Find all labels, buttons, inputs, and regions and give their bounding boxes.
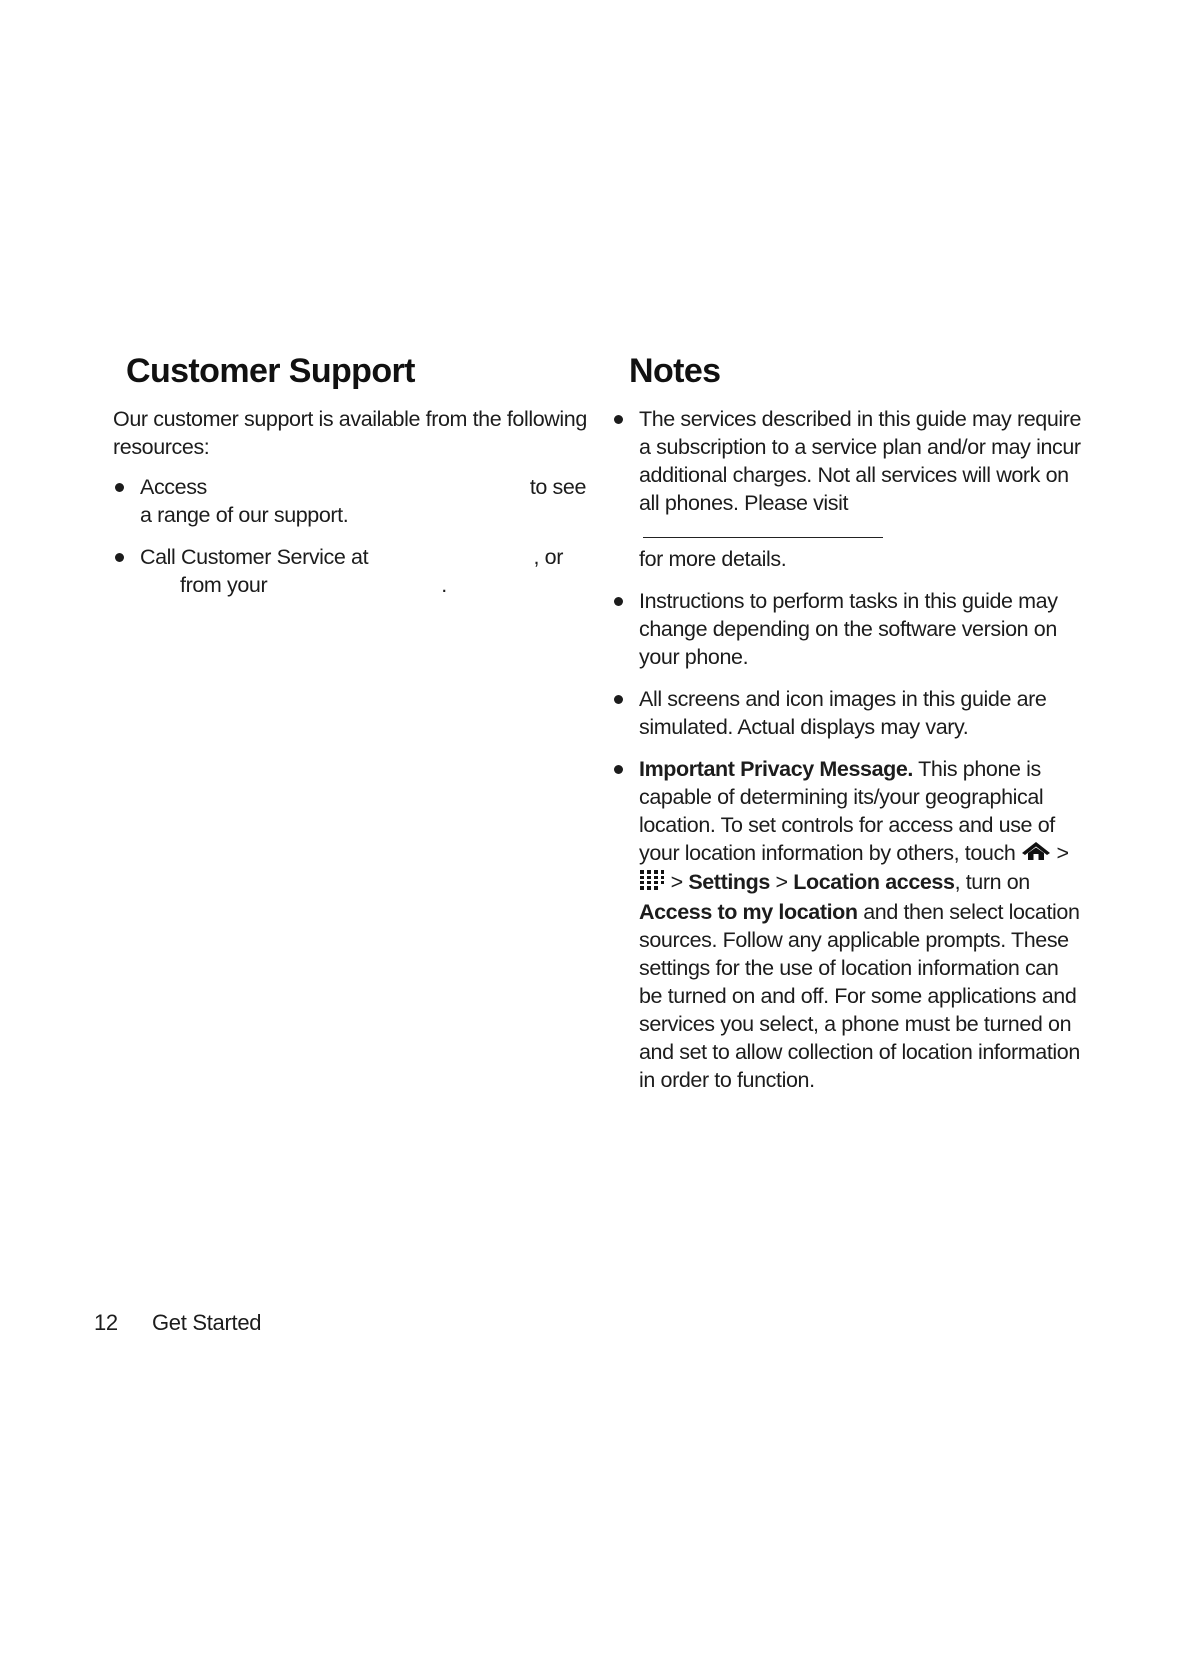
note-item-screens: [612, 685, 1087, 741]
note-text: This phone is capable of determining its/your geographical location. To set controls for access and use of your location information by others, touch: [639, 757, 1055, 865]
note-text: Instructions to perform tasks in this guide may change depending on the software version on your phone.: [639, 589, 1058, 669]
support-item-lead: Call Customer Service at: [140, 545, 369, 569]
location-access-label: Location access: [793, 870, 955, 895]
support-item-period: .: [441, 573, 447, 597]
settings-label: Settings: [688, 870, 770, 895]
bullet-icon: [614, 597, 623, 606]
customer-support-intro: Our customer support is available from the following resources:: [113, 407, 587, 459]
page-number: 12: [94, 1310, 118, 1335]
bullet-icon: [614, 765, 623, 774]
support-item-access: [113, 473, 588, 529]
note-item-instructions: [612, 587, 1087, 671]
note-text: >: [769, 870, 794, 895]
customer-support-section: [113, 352, 588, 599]
support-item-call: [113, 543, 588, 599]
note-text: All screens and icon images in this guide are simulated. Actual displays may vary.: [639, 687, 1047, 739]
access-my-location-label: Access to my location: [639, 900, 858, 925]
note-item-privacy: [612, 755, 1087, 1094]
blank-url-line: [643, 519, 883, 538]
apps-grid-icon: [639, 869, 665, 898]
support-resource-list: [113, 473, 588, 599]
note-text: The services described in this guide may require a subscription to a service plan and/or may incur additional charges. Not all services will work on all phones. Please visit: [639, 407, 1082, 515]
customer-support-heading: Customer Support: [126, 352, 415, 390]
notes-section: [612, 352, 1087, 1094]
support-item-trail: to see: [529, 475, 586, 499]
support-item-lead: Access: [140, 475, 207, 499]
note-text: , turn on: [954, 870, 1030, 895]
support-item-continuation: a range of our support.: [140, 503, 349, 527]
note-text: and then select location sources. Follow any applicable prompts. These settings for the use of location information can be turned on and off. For some applications and services you select, a phone must be turned on and set to allow collection of location information in order to function.: [639, 900, 1080, 1093]
bullet-icon: [614, 415, 623, 424]
support-item-trail: , or: [533, 545, 563, 569]
support-item-continuation: from your: [180, 573, 268, 597]
bullet-icon: [115, 483, 124, 492]
privacy-message-title: Important Privacy Message.: [639, 757, 913, 781]
home-icon: [1021, 840, 1051, 868]
bullet-icon: [614, 695, 623, 704]
page-footer: [94, 1310, 261, 1336]
note-text: >: [665, 870, 689, 895]
notes-list: [612, 405, 1087, 1094]
note-text-tail: for more details.: [639, 547, 787, 571]
note-text: >: [1050, 841, 1069, 865]
section-title: Get Started: [152, 1310, 262, 1335]
note-item-services: [612, 405, 1087, 573]
bullet-icon: [115, 553, 124, 562]
notes-heading: Notes: [629, 352, 721, 390]
